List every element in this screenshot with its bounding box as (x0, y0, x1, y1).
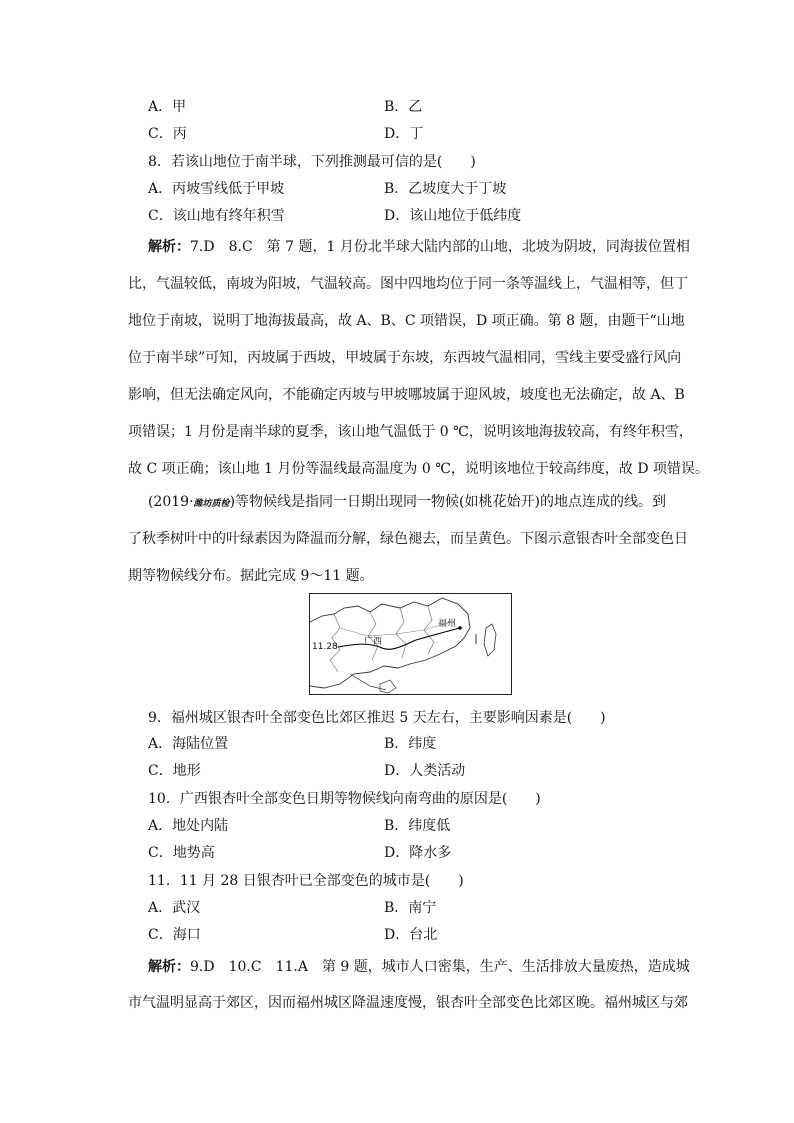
q11-stem: 11．11 月 28 日银杏叶已全部变色的城市是( ) (148, 873, 464, 889)
q9-option-c: C．地形 (148, 763, 201, 779)
q7-option-b: B．乙 (384, 99, 423, 115)
analysis-line: 比，气温较低，南坡为阳坡，气温较高。图中四地均位于同一条等温线上，气温相等，但丁 (128, 276, 688, 292)
q9-option-a: A．海陆位置 (148, 736, 229, 752)
intro-source: 潍坊质检 (193, 499, 230, 509)
intro-text: 等物候线是指同一日期出现同一物候(如桃花始开)的地点连成的线。到 (235, 494, 666, 510)
analysis-label: 解析： (148, 959, 190, 975)
analysis-line: 7.D 8.C 第 7 题，1 月份北半球大陆内部的山地，北坡为阴坡，同海拔位置相 (190, 239, 690, 255)
intro-line-1 (148, 491, 666, 511)
q7-option-d: D．丁 (384, 126, 424, 142)
q10-option-b: B．纬度低 (384, 818, 451, 834)
q10-option-d: D．降水多 (384, 845, 452, 861)
province-border (424, 606, 434, 654)
intro-close: ) (229, 494, 236, 510)
q10-option-c: C．地势高 (148, 845, 215, 861)
hainan-island (380, 680, 396, 693)
analysis-9-11-line-2: 市气温明显高于郊区，因而福州城区降温速度慢，银杏叶全部变色比郊区晚。福州城区与郊 (128, 995, 688, 1011)
q11-option-a: A．武汉 (148, 900, 201, 916)
intro-line-2: 了秋季树叶中的叶绿素因为降温而分解，绿色褪去，而呈黄色。下图示意银杏叶全部变色日 (128, 531, 688, 547)
fuzhou-label: 福州 (438, 619, 457, 629)
q9-stem: 9．福州城区银杏叶全部变色比郊区推迟 5 天左右，主要影响因素是( ) (148, 710, 606, 726)
q8-option-a: A．丙坡雪线低于甲坡 (148, 181, 285, 197)
q8-option-d: D．该山地位于低纬度 (384, 208, 522, 224)
q7-option-a: A．甲 (148, 99, 187, 115)
analysis-line: 9.D 10.C 11.A 第 9 题，城市人口密集，生产、生活排放大量废热，造成城 (190, 959, 690, 975)
intro-year: (2019· (148, 494, 194, 510)
q11-option-b: B．南宁 (384, 900, 437, 916)
fuzhou-dot (458, 626, 462, 630)
q10-option-a: A．地处内陆 (148, 818, 229, 834)
phenology-map (309, 593, 512, 695)
q8-stem: 8．若该山地位于南半球，下列推测最可信的是( ) (148, 154, 476, 170)
guangxi-label: 广西 (364, 637, 383, 647)
taiwan-island (484, 624, 496, 656)
coastline (350, 674, 386, 690)
q9-option-d: D．人类活动 (384, 763, 466, 779)
q9-option-b: B．纬度 (384, 736, 437, 752)
q8-option-b: B．乙坡度大于丁坡 (384, 181, 507, 197)
isoline-date-label: 11.28 (312, 642, 338, 652)
map-graphic (310, 594, 511, 694)
intro-line-3: 期等物候线分布。据此完成 9～11 题。 (128, 568, 374, 584)
q10-stem: 10．广西银杏叶全部变色日期等物候线向南弯曲的原因是( ) (148, 791, 541, 807)
analysis-line: 影响，但无法确定风向，不能确定丙坡与甲坡哪坡属于迎风坡，坡度也无法确定，故 A、B (128, 387, 685, 403)
q8-option-c: C．该山地有终年积雪 (148, 208, 285, 224)
q11-option-c: C．海口 (148, 927, 201, 943)
analysis-line: 故 C 项正确；该山地 1 月份等温线最高温度为 0 ℃，说明该地位于较高纬度，故 D 项错误。 (128, 461, 710, 477)
analysis-line: 项错误；1 月份是南半球的夏季，该山地气温低于 0 ℃，说明该地海拔较高，有终年积雪， (128, 424, 693, 440)
isoline-11-28 (338, 628, 460, 649)
q7-option-c: C．丙 (148, 126, 187, 142)
analysis-9-11-line-1 (148, 956, 690, 976)
analysis-line: 地位于南坡，说明丁地海拔最高，故 A、B、C 项错误，D 项正确。第 8 题，由题干“山地 (128, 313, 685, 329)
analysis-line: 位于南半球”可知，丙坡属于西坡，甲坡属于东坡，东西坡气温相同，雪线主要受盛行风向 (128, 350, 682, 366)
q11-option-d: D．台北 (384, 927, 438, 943)
province-border (340, 622, 450, 636)
analysis-label: 解析： (148, 239, 190, 255)
